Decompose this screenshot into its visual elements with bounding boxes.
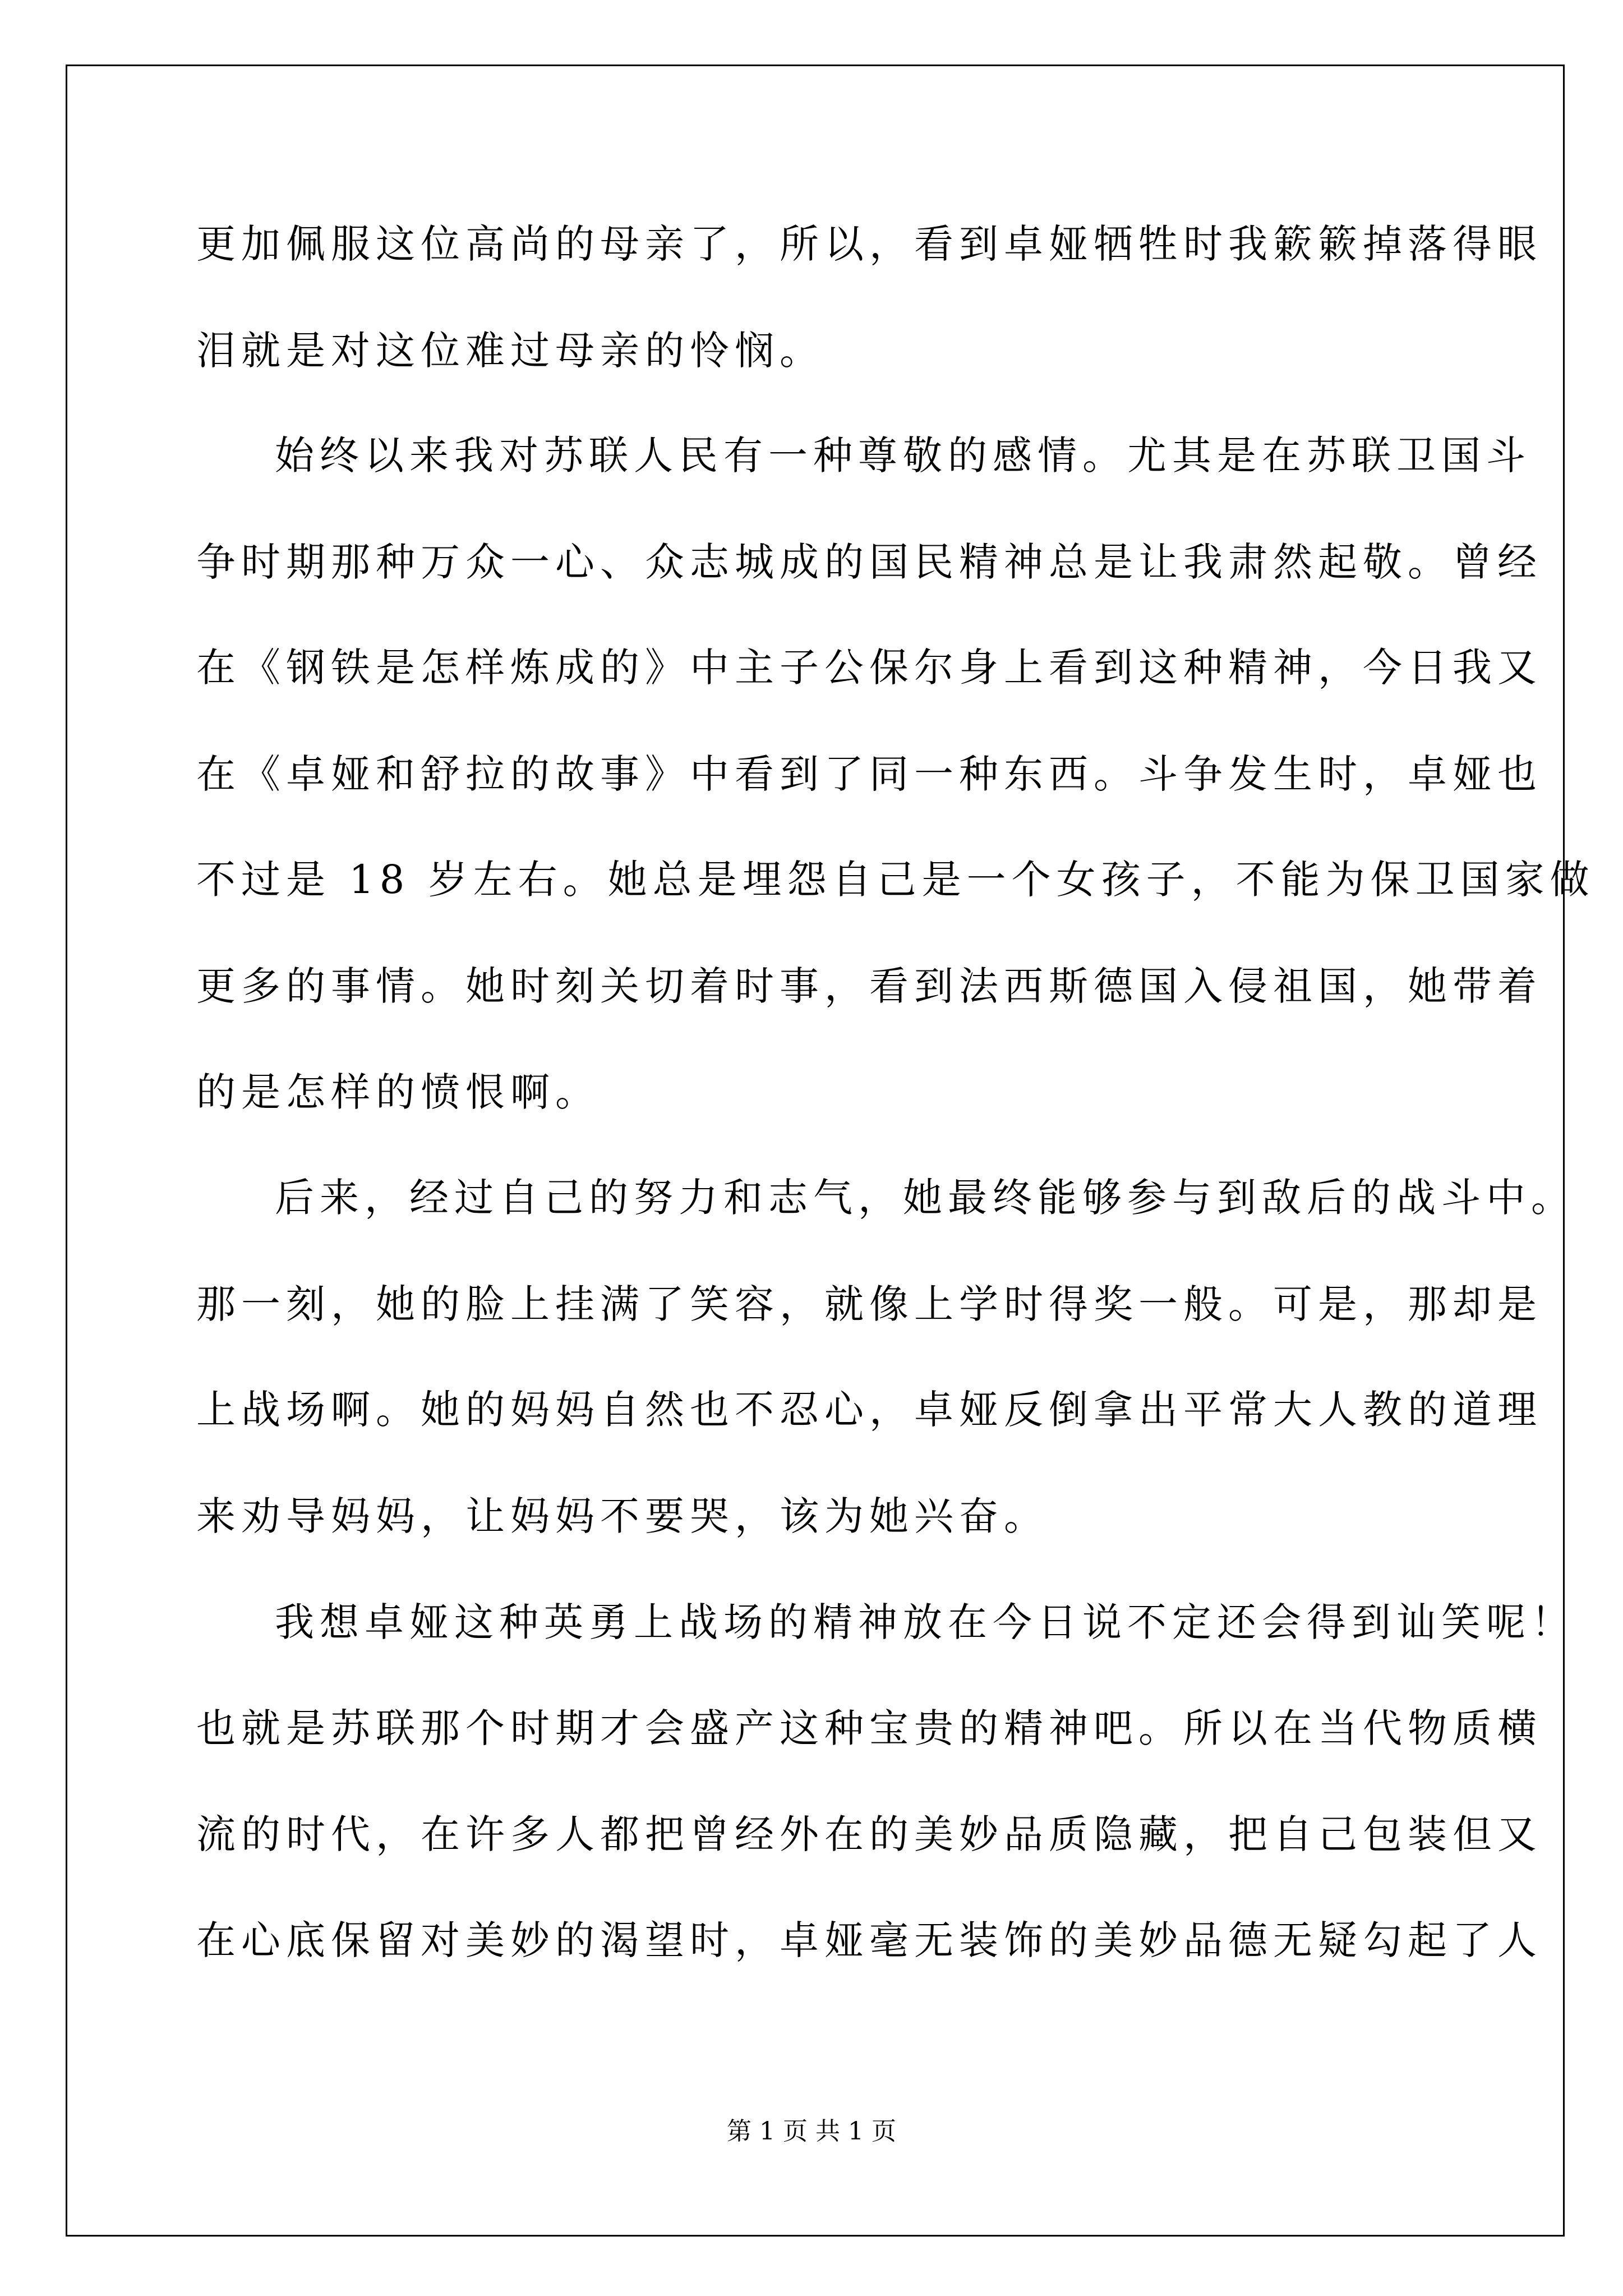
text-line: 来劝导妈妈，让妈妈不要哭，该为她兴奋。 bbox=[196, 1493, 1049, 1539]
text-line: 在《钢铁是怎样炼成的》中主子公保尔身上看到这种精神，今日我又 bbox=[196, 645, 1542, 691]
text-line: 的是怎样的愤恨啊。 bbox=[196, 1069, 600, 1115]
text-line: 泪就是对这位难过母亲的怜悯。 bbox=[196, 328, 824, 374]
page-border bbox=[66, 65, 1565, 2237]
text-line: 那一刻，她的脸上挂满了笑容，就像上学时得奖一般。可是，那却是 bbox=[196, 1281, 1542, 1327]
text-line: 始终以来我对苏联人民有一种尊敬的感情。尤其是在苏联卫国斗 bbox=[275, 432, 1531, 478]
text-line: 也就是苏联那个时期才会盛产这种宝贵的精神吧。所以在当代物质横 bbox=[196, 1705, 1542, 1751]
text-line: 更加佩服这位高尚的母亲了，所以，看到卓娅牺牲时我簌簌掉落得眼 bbox=[196, 221, 1542, 267]
text-line: 在心底保留对美妙的渴望时，卓娅毫无装饰的美妙品德无疑勾起了人 bbox=[196, 1917, 1542, 1963]
page-footer: 第 1 页 共 1 页 bbox=[727, 2117, 896, 2146]
text-line: 后来，经过自己的努力和志气，她最终能够参与到敌后的战斗中。 bbox=[275, 1175, 1576, 1221]
text-line: 流的时代，在许多人都把曾经外在的美妙品质隐藏，把自己包装但又 bbox=[196, 1811, 1542, 1857]
text-line: 在《卓娅和舒拉的故事》中看到了同一种东西。斗争发生时，卓娅也 bbox=[196, 751, 1542, 797]
text-line: 我想卓娅这种英勇上战场的精神放在今日说不定还会得到讪笑呢！ bbox=[275, 1599, 1576, 1645]
text-line: 争时期那种万众一心、众志城成的国民精神总是让我肃然起敬。曾经 bbox=[196, 539, 1542, 585]
text-line: 更多的事情。她时刻关切着时事，看到法西斯德国入侵祖国，她带着 bbox=[196, 963, 1542, 1009]
text-line: 上战场啊。她的妈妈自然也不忍心，卓娅反倒拿出平常大人教的道理 bbox=[196, 1387, 1542, 1433]
text-line: 不过是 18 岁左右。她总是埋怨自己是一个女孩子，不能为保卫国家做 bbox=[196, 857, 1595, 903]
